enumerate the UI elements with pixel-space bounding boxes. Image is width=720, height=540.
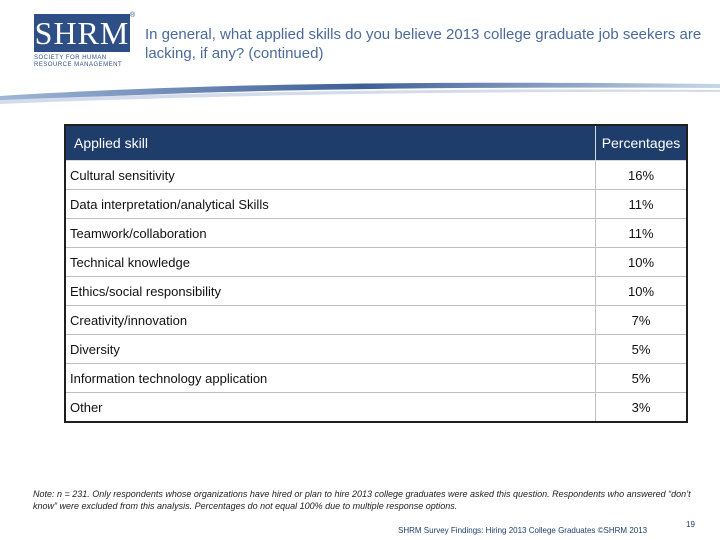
logo-tagline: SOCIETY FOR HUMAN RESOURCE MANAGEMENT (34, 55, 123, 68)
percentage-cell: 16% (596, 161, 688, 190)
shrm-logo (30, 12, 134, 74)
registered-mark: ® (130, 12, 136, 19)
table-row (65, 219, 687, 248)
skill-cell: Teamwork/collaboration (65, 219, 596, 248)
footnote: Note: n = 231. Only respondents whose organizations have hired or plan to hire 2013 college graduates were asked this question. Respondents who answered “don’t know” were excluded from this analysis. Percentages do not equal 100% due to multiple response options. (33, 489, 691, 511)
skill-cell: Creativity/innovation (65, 306, 596, 335)
slide-title: In general, what applied skills do you believe 2013 college graduate job seekers are lacking, if any? (continued) (145, 26, 702, 62)
percentage-cell: 7% (596, 306, 688, 335)
percentage-cell: 10% (596, 277, 688, 306)
logo-mark: SHRM (34, 15, 130, 51)
table-row (65, 190, 687, 219)
page-number: 19 (686, 520, 695, 529)
header-applied-skill: Applied skill (65, 125, 596, 161)
skill-cell: Cultural sensitivity (65, 161, 596, 190)
header-percentages: Percentages (596, 125, 688, 161)
skill-cell: Data interpretation/analytical Skills (65, 190, 596, 219)
skill-cell: Ethics/social responsibility (65, 277, 596, 306)
table-header-row (65, 125, 687, 161)
skill-cell: Information technology application (65, 364, 596, 393)
percentage-cell: 5% (596, 364, 688, 393)
percentage-cell: 10% (596, 248, 688, 277)
percentage-cell: 5% (596, 335, 688, 364)
table-row (65, 248, 687, 277)
table-row (65, 393, 687, 423)
skill-cell: Diversity (65, 335, 596, 364)
skills-table (64, 124, 688, 423)
skill-cell: Technical knowledge (65, 248, 596, 277)
table-row (65, 335, 687, 364)
table-row (65, 277, 687, 306)
footer-citation: SHRM Survey Findings: Hiring 2013 College Graduates ©SHRM 2013 (398, 526, 648, 535)
percentage-cell: 3% (596, 393, 688, 423)
table-row (65, 306, 687, 335)
skill-cell: Other (65, 393, 596, 423)
header-swoosh-decoration (0, 78, 720, 106)
percentage-cell: 11% (596, 190, 688, 219)
table-row (65, 161, 687, 190)
percentage-cell: 11% (596, 219, 688, 248)
table-row (65, 364, 687, 393)
